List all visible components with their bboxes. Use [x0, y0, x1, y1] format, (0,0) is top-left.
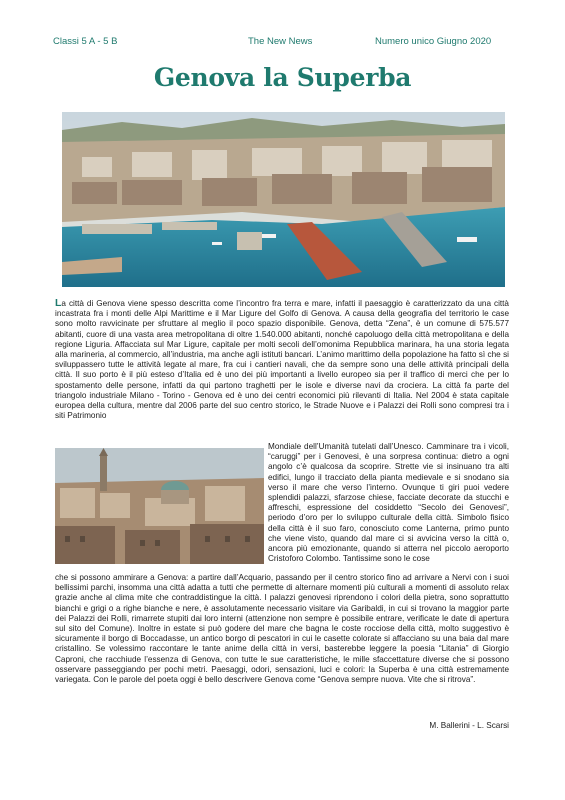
- article-text-1: a città di Genova viene spesso descritta come l’incontro fra terra e mare, infatti il paesaggio è caratterizzato da una città incastrata fra i monti delle Alpi Marittime e il Mar Ligure del Golfo di Genova. A causa della geografia del territorio le case sono molto ravvicinate per sfruttare al meglio il poco spazio disponibile. Genova, detta “Zena”, è un comune di 575.577 abitanti, cuore di una vasta area metropolitana di oltre 1.540.000 abitanti, nonché capoluogo della città metropolitana e della regione Liguria. Affacciata sul Mar Ligure, capitale per molti secoli dell’omonima Repubblica marinara, ha una storia legata alla marineria, al commercio, all’industria, ma anche agli istituti bancari. L’animo marittimo della popolazione ha fatto sì che si sviluppassero tutte le attività legate al mare, fra cui i cantieri navali, che da sempre sono una delle attività principali della città. Il suo porto è il più esteso d’Italia ed è uno dei più importanti a livello europeo sia per il traffico di merci che per lo spostamento delle persone, infatti da qui partono traghetti per le isole e diverse navi da crociera. La città fa parte del triangolo industriale Milano - Torino - Genova ed è uno dei centri economici più rilevanti di Italia. Nel 2004 è stata capitale europea della cultura, mentre dal 2006 parte del suo centro storico, le Strade Nuove e i Palazzi dei Rolli sono compresi tra i siti Patrimonio: [55, 299, 509, 421]
- issue-date: Numero unico Giugno 2020: [375, 36, 492, 47]
- genova-harbour-photo: [62, 112, 505, 287]
- article-paragraph-part2: [268, 442, 509, 572]
- article-paragraph-part1: [55, 298, 509, 442]
- author-signature: M. Ballerini - L. Scarsi: [429, 721, 509, 730]
- genova-old-town-photo: [55, 448, 264, 564]
- class-label: Classi 5 A - 5 B: [53, 36, 118, 47]
- article-title: Genova la Superba: [153, 63, 412, 92]
- article-paragraph-part3: [55, 573, 509, 741]
- article-text-2: Mondiale dell’Umanità tutelati dall’Unesco. Camminare tra i vicoli, “caruggi” per i Genovesi, è una sorpresa continua: dietro a ogni angolo c’è qualcosa da scoprire. Strette vie si insinuano tra alti edifici, lungo il tracciato della pianta medievale e si snodano sia verso il mare che verso l’interno. Ovunque ti giri puoi vedere splendidi palazzi, sfarzose chiese, facciate decorate da stucchi e affreschi, espressione del cosiddetto “Secolo dei Genovesi”, periodo d’oro per lo sviluppo culturale della città. Simbolo fisico della città è il suo faro, conosciuto come Lanterna, primo punto che viene visto, quando dal mare ci si avvicina verso la città o, ancora più emozionante, quando si atterra nel piccolo aeroporto Cristoforo Colombo. Tantissime sono le cose: [268, 442, 509, 564]
- article-text-3: che si possono ammirare a Genova: a partire dall’Acquario, passando per il centro storico fino ad arrivare a Nervi con i suoi bellissimi parchi, insomma una città adatta a tutti che permette di alternare momenti più culturali a momenti di assoluto relax grazie anche al clima mite che contraddistingue la città. I palazzi genovesi riprendono i colori della pietra, sono soprattutto bianchi e grigi o a righe bianche e nere, è assolutamente necessario visitare via Garibaldi, in cui si trovano la maggior parte dei Palazzi dei Rolli, rimarrete stupiti dai loro interni (attenzione non sempre è possibile entrare, verificate le date di apertura sul sito del Comune). Inoltre in estate si può godere del mare che bagna le coste rocciose della città, molto suggestivo è sicuramente il borgo di Boccadasse, un antico borgo di pescatori in cui le casette colorate si affacciano su una baia dal mare cristallino. Se volessimo raccontare le tante anime della città in versi, basterebbe leggere la poesia “Litania” di Giorgio Caproni, che racchiude l’essenza di Genova, con tutte le sue caratteristiche, le mille sfaccettature diverse che si possono osservare passeggiando per pochi metri. Paesaggi, odori, sensazioni, luci e colori: la Superba è una città estremamente variegata. Con le parole del poeta oggi è bello descrivere Genova come “Genova sempre nuova. Vite che si ritrova”.: [55, 573, 509, 685]
- drop-cap: L: [55, 297, 62, 309]
- newspaper-name: The New News: [248, 36, 313, 47]
